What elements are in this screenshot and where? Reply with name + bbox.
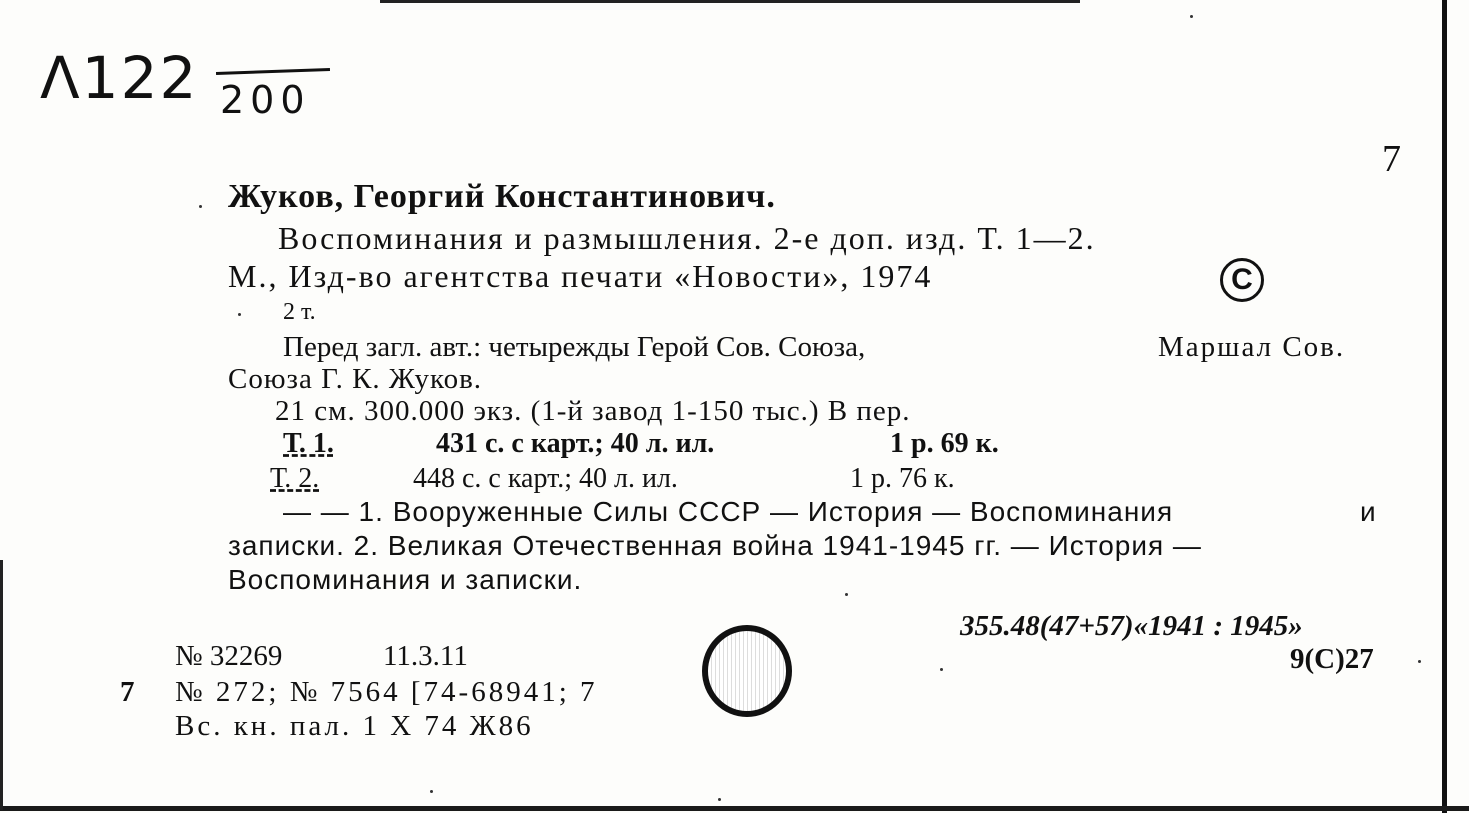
author-heading: Жуков, Георгий Константинович. xyxy=(228,178,776,215)
card-border-right xyxy=(1442,0,1447,813)
volume-1-label: Т. 1. xyxy=(283,428,334,459)
book-chamber-code: Вс. кн. пал. 1 X 74 Ж86 xyxy=(175,710,534,742)
udc-classification: 355.48(47+57)«1941 : 1945» xyxy=(960,610,1303,642)
volume-2-pages: 448 с. с карт.; 40 л. ил. xyxy=(413,463,678,494)
print-speck xyxy=(718,798,721,801)
volume-2-price: 1 р. 76 к. xyxy=(850,463,955,494)
print-speck xyxy=(199,205,202,208)
before-title-note: Перед загл. авт.: четырежды Герой Сов. Союза, xyxy=(283,331,866,363)
before-title-note-cont: Союза Г. К. Жуков. xyxy=(228,363,483,395)
before-title-note-end: Маршал Сов. xyxy=(1158,331,1346,363)
print-speck xyxy=(1190,15,1193,18)
volume-1-pages: 431 с. с карт.; 40 л. ил. xyxy=(436,428,715,459)
volume-2-label: Т. 2. xyxy=(270,463,320,494)
title-line: Воспоминания и размышления. 2-е доп. изд. Т. 1—2. xyxy=(278,220,1096,256)
handwritten-shelf-number: 200 xyxy=(220,78,311,122)
card-print-date: 11.3.11 xyxy=(383,640,468,672)
footer-prefix: 7 xyxy=(120,676,135,708)
card-border-top xyxy=(380,0,1080,3)
print-speck xyxy=(430,790,433,793)
volumes-count: 2 т. xyxy=(283,299,316,325)
print-speck xyxy=(238,313,241,316)
library-stamp-mark xyxy=(702,625,792,717)
print-speck xyxy=(940,668,943,671)
size-edition-line: 21 см. 300.000 экз. (1-й завод 1-150 тыс.) В пер. xyxy=(275,395,911,427)
card-order-number: № 32269 xyxy=(175,640,283,672)
copyright-icon: C xyxy=(1220,258,1264,302)
handwritten-shelf-mark: Λ122 xyxy=(40,44,199,112)
card-border-bottom xyxy=(0,806,1469,811)
print-speck xyxy=(845,593,848,596)
subjects-line-1-end: и xyxy=(1360,496,1377,527)
subjects-line-1: — — 1. Вооруженные Силы СССР — История — Воспоминания xyxy=(283,496,1174,527)
handwritten-fraction-line xyxy=(216,68,330,75)
registration-numbers: № 272; № 7564 [74-68941; 7 xyxy=(175,676,598,708)
volume-1-price: 1 р. 69 к. xyxy=(890,428,999,459)
print-speck xyxy=(1418,660,1421,663)
subjects-line-3: Воспоминания и записки. xyxy=(228,564,583,595)
subjects-line-2: записки. 2. Великая Отечественная война 1941-1945 гг. — История — xyxy=(228,530,1202,561)
bbk-classification: 9(С)27 xyxy=(1290,643,1374,675)
publisher-line: М., Изд-во агентства печати «Новости», 1974 xyxy=(228,258,933,294)
card-number: 7 xyxy=(1382,138,1401,180)
card-border-left xyxy=(0,560,3,810)
